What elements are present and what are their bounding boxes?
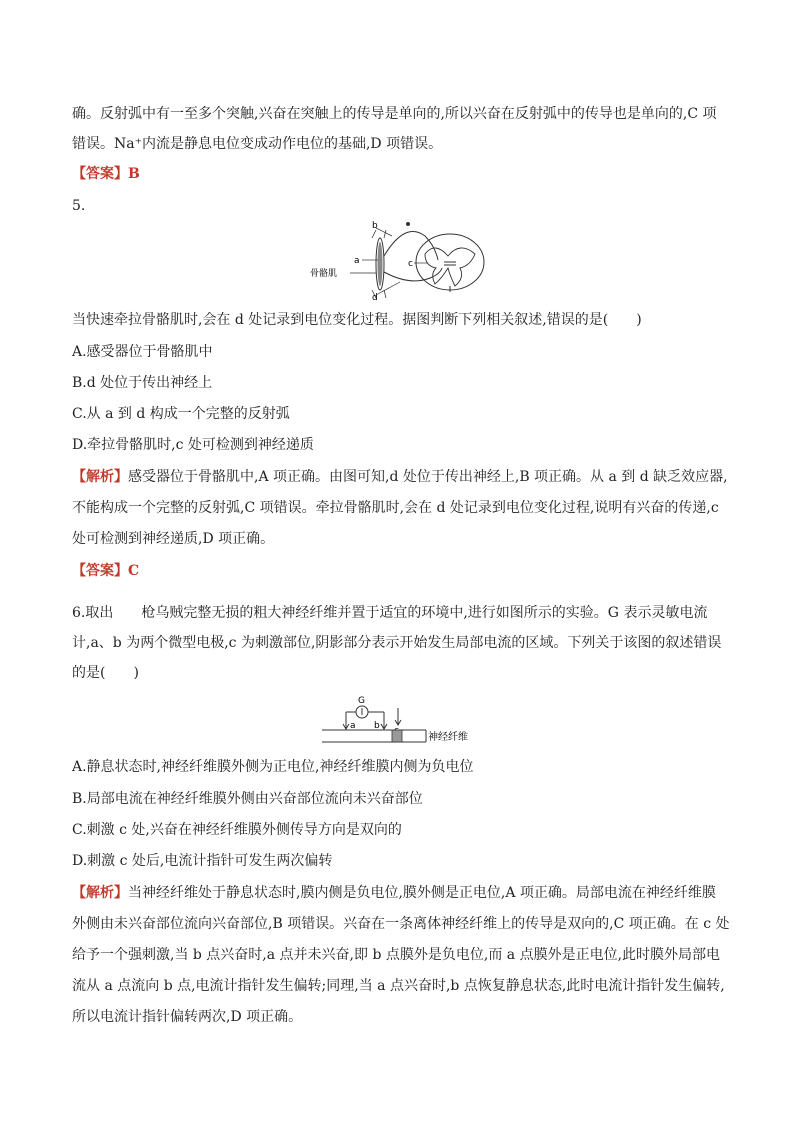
question-stem: 的是( ) — [72, 665, 139, 681]
question-stem: 当快速牵拉骨骼肌时,会在 d 处记录到电位变化过程。据图判断下列相关叙述,错误的是( ) — [72, 312, 642, 328]
explanation-line: 所以电流计指针偏转两次,D 项正确。 — [72, 1009, 303, 1025]
explanation-text: 当神经纤维处于静息状态时,膜内侧是负电位,膜外侧是正电位,A 项正确。局部电流在神经纤维膜 — [128, 885, 716, 901]
question-number: 5. — [72, 198, 86, 214]
question-stem: 计,a、b 为两个微型电极,c 为刺激部位,阴影部分表示开始发生局部电流的区域。下列关于该图的叙述错误 — [72, 635, 722, 651]
explanation-line: 流从 a 点流向 b 点,电流计指针发生偏转;同理,当 a 点兴奋时,b 点恢复静息状态,此时电流计指针发生偏转, — [72, 978, 725, 994]
nerve-fiber-figure — [322, 694, 482, 746]
label-muscle: 骨骼肌 — [310, 269, 338, 279]
skeletal-muscle — [372, 230, 386, 298]
nerve-fiber — [322, 730, 426, 742]
option-c: C.刺激 c 处,兴奋在神经纤维膜外侧传导方向是双向的 — [72, 822, 402, 838]
explanation-line: 不能构成一个完整的反射弧,C 项错误。牵拉骨骼肌时,会在 d 处记录到电位变化过程,说明有兴奋的传递,c — [72, 500, 719, 516]
explanation-label: 【解析】 — [72, 469, 128, 485]
label-c: c — [408, 259, 413, 269]
answer-label: 【答案】 — [72, 563, 128, 579]
label-g: G — [358, 696, 365, 706]
label-a: a — [350, 721, 356, 731]
option-b: B.局部电流在神经纤维膜外侧由兴奋部位流向未兴奋部位 — [72, 791, 423, 807]
label-d: d — [372, 293, 378, 303]
label-a: a — [354, 256, 360, 266]
question-stem: 6.取出 枪乌贼完整无损的粗大神经纤维并置于适宜的环境中,进行如图所示的实验。G 表示灵敏电流 — [72, 605, 708, 621]
option-a: A.静息状态时,神经纤维膜外侧为正电位,神经纤维膜内侧为负电位 — [72, 759, 474, 775]
explanation-line — [72, 467, 728, 487]
ganglion — [406, 222, 410, 226]
option-a: A.感受器位于骨骼肌中 — [72, 344, 213, 360]
label-fiber: 神经纤维 — [428, 732, 468, 743]
explanation-text: 感受器位于骨骼肌中,A 项正确。由图可知,d 处位于传出神经上,B 项正确。从 a 到 d 缺乏效应器, — [128, 469, 728, 485]
explanation-line: 处可检测到神经递质,D 项正确。 — [72, 531, 275, 547]
galvanometer — [356, 696, 368, 718]
text-line: 错误。Na⁺内流是静息电位变成动作电位的基础,D 项错误。 — [72, 136, 443, 152]
answer-line — [72, 561, 139, 581]
answer-value: C — [128, 563, 140, 579]
option-d: D.牵拉骨骼肌时,c 处可检测到神经递质 — [72, 437, 314, 453]
explanation-label: 【解析】 — [72, 885, 128, 901]
reflex-arc-figure — [310, 216, 495, 304]
option-d: D.刺激 c 处后,电流计指针可发生两次偏转 — [72, 853, 333, 869]
label-b: b — [374, 721, 380, 731]
label-b: b — [372, 221, 378, 231]
answer-value: B — [128, 166, 140, 182]
excited-region — [392, 730, 402, 742]
option-b: B.d 处位于传出神经上 — [72, 375, 213, 391]
explanation-line — [72, 883, 716, 903]
option-c: C.从 a 到 d 构成一个完整的反射弧 — [72, 406, 290, 422]
answer-line — [72, 164, 140, 184]
answer-label: 【答案】 — [72, 166, 128, 182]
explanation-line: 给予一个强刺激,当 b 点兴奋时,a 点并未兴奋,即 b 点膜外是负电位,而 a 点膜外是正电位,此时膜外局部电 — [72, 947, 721, 963]
explanation-line: 外侧由未兴奋部位流向兴奋部位,B 项错误。兴奋在一条离体神经纤维上的传导是双向的,C 项正确。在 c 处 — [72, 916, 730, 932]
text-line: 确。反射弧中有一至多个突触,兴奋在突触上的传导是单向的,所以兴奋在反射弧中的传导也是单向的,C 项 — [72, 106, 717, 122]
